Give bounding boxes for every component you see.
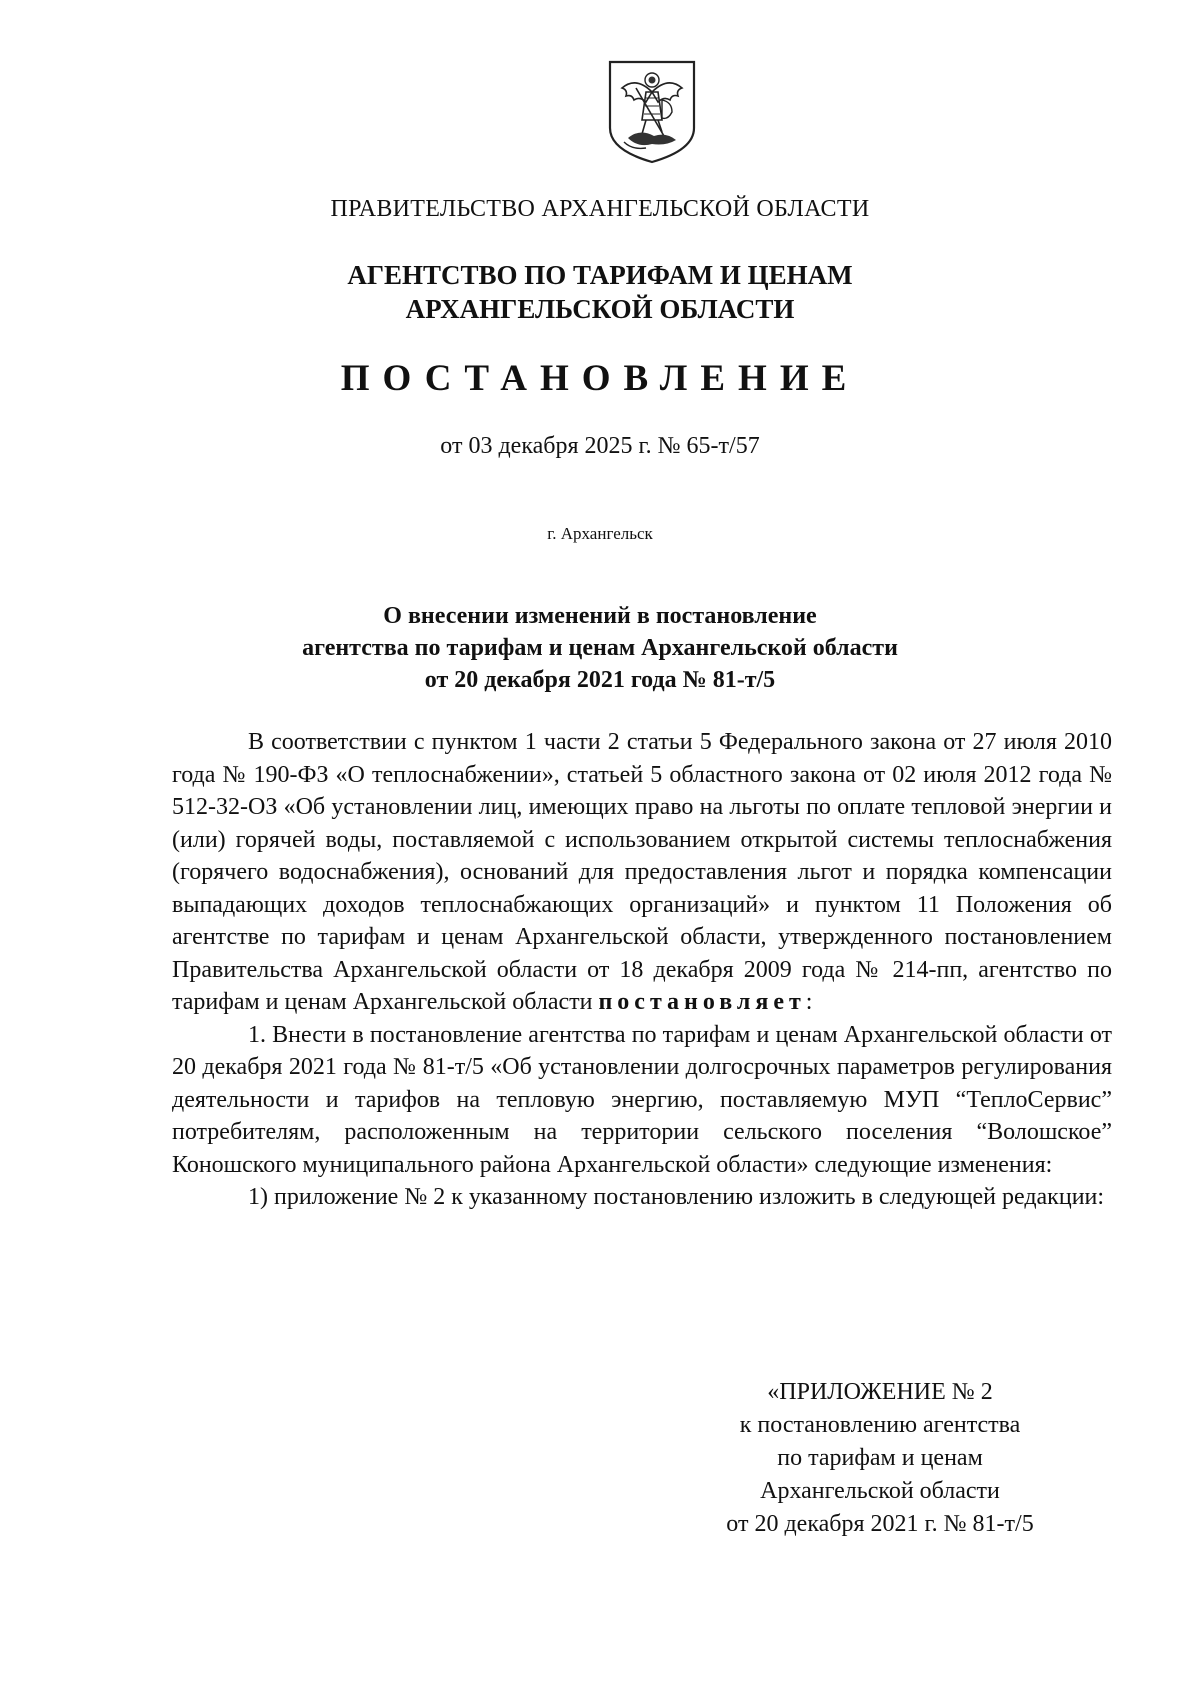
subject-line2: агентства по тарифам и ценам Архангельской области: [302, 635, 898, 661]
subject-line1: О внесении изменений в постановление: [383, 603, 817, 629]
coat-of-arms-icon: [606, 58, 698, 166]
appendix-line4: Архангельской области: [760, 1478, 1000, 1504]
agency-title-line1: АГЕНТСТВО ПО ТАРИФАМ И ЦЕНАМ: [347, 260, 853, 290]
body-paragraph-item-1: 1. Внести в постановление агентства по тарифам и ценам Архангельской области от 20 декабря 2021 года № 81-т/5 «Об установлении долгосрочных параметров регулирования деятельности и тарифов на тепловую энергию, поставляемую МУП “ТеплоСервис” потребителям, расположенным на территории сельского поселения “Волошское” Коношского муниципального района Архангельской области» следующие изменения:: [172, 1021, 1112, 1178]
agency-title: [0, 258, 1200, 326]
appendix-line2: к постановлению агентства: [739, 1412, 1021, 1438]
agency-title-line2: АРХАНГЕЛЬСКОЙ ОБЛАСТИ: [405, 294, 795, 324]
decree-word: постановляет: [598, 989, 806, 1015]
preamble-text: В соответствии с пунктом 1 части 2 статьи 5 Федерального закона от 27 июля 2010 года № 190-ФЗ «О теплоснабжении», статьей 5 областного закона от 02 июля 2012 года № 512-32-ОЗ «Об установлении лиц, имеющих право на льготы по оплате тепловой энергии и (или) горячей воды, поставляемой с использованием открытой системы теплоснабжения (горячего водоснабжения), оснований для предоставления льгот и порядка компенсации выпадающих доходов теплоснабжающих организаций» и пунктом 11 Положения об агентстве по тарифам и ценам Архангельской области, утвержденного постановлением Правительства Архангельской области от 18 декабря 2009 года № 214-пп, агентство по тарифам и ценам Архангельской области: [172, 729, 1112, 1015]
government-title: ПРАВИТЕЛЬСТВО АРХАНГЕЛЬСКОЙ ОБЛАСТИ: [330, 196, 870, 222]
document-subject: [0, 600, 1200, 696]
appendix-line1: «ПРИЛОЖЕНИЕ № 2: [767, 1379, 993, 1405]
body-paragraph-preamble: [172, 726, 1112, 1019]
preamble-end: :: [805, 989, 813, 1015]
subject-line3: от 20 декабря 2021 года № 81-т/5: [424, 667, 776, 693]
appendix-line3: по тарифам и ценам: [777, 1445, 983, 1471]
appendix-header: [680, 1376, 1080, 1541]
body-paragraph-subitem-1: 1) приложение № 2 к указанному постановлению изложить в следующей редакции:: [248, 1184, 1105, 1210]
appendix-line5: от 20 декабря 2021 г. № 81-т/5: [726, 1511, 1034, 1537]
document-city: г. Архангельск: [547, 524, 653, 543]
document-date-number: от 03 декабря 2025 г. № 65-т/57: [440, 433, 760, 459]
document-type-heading: ПОСТАНОВЛЕНИЕ: [340, 358, 860, 399]
document-body: [172, 726, 1112, 1214]
